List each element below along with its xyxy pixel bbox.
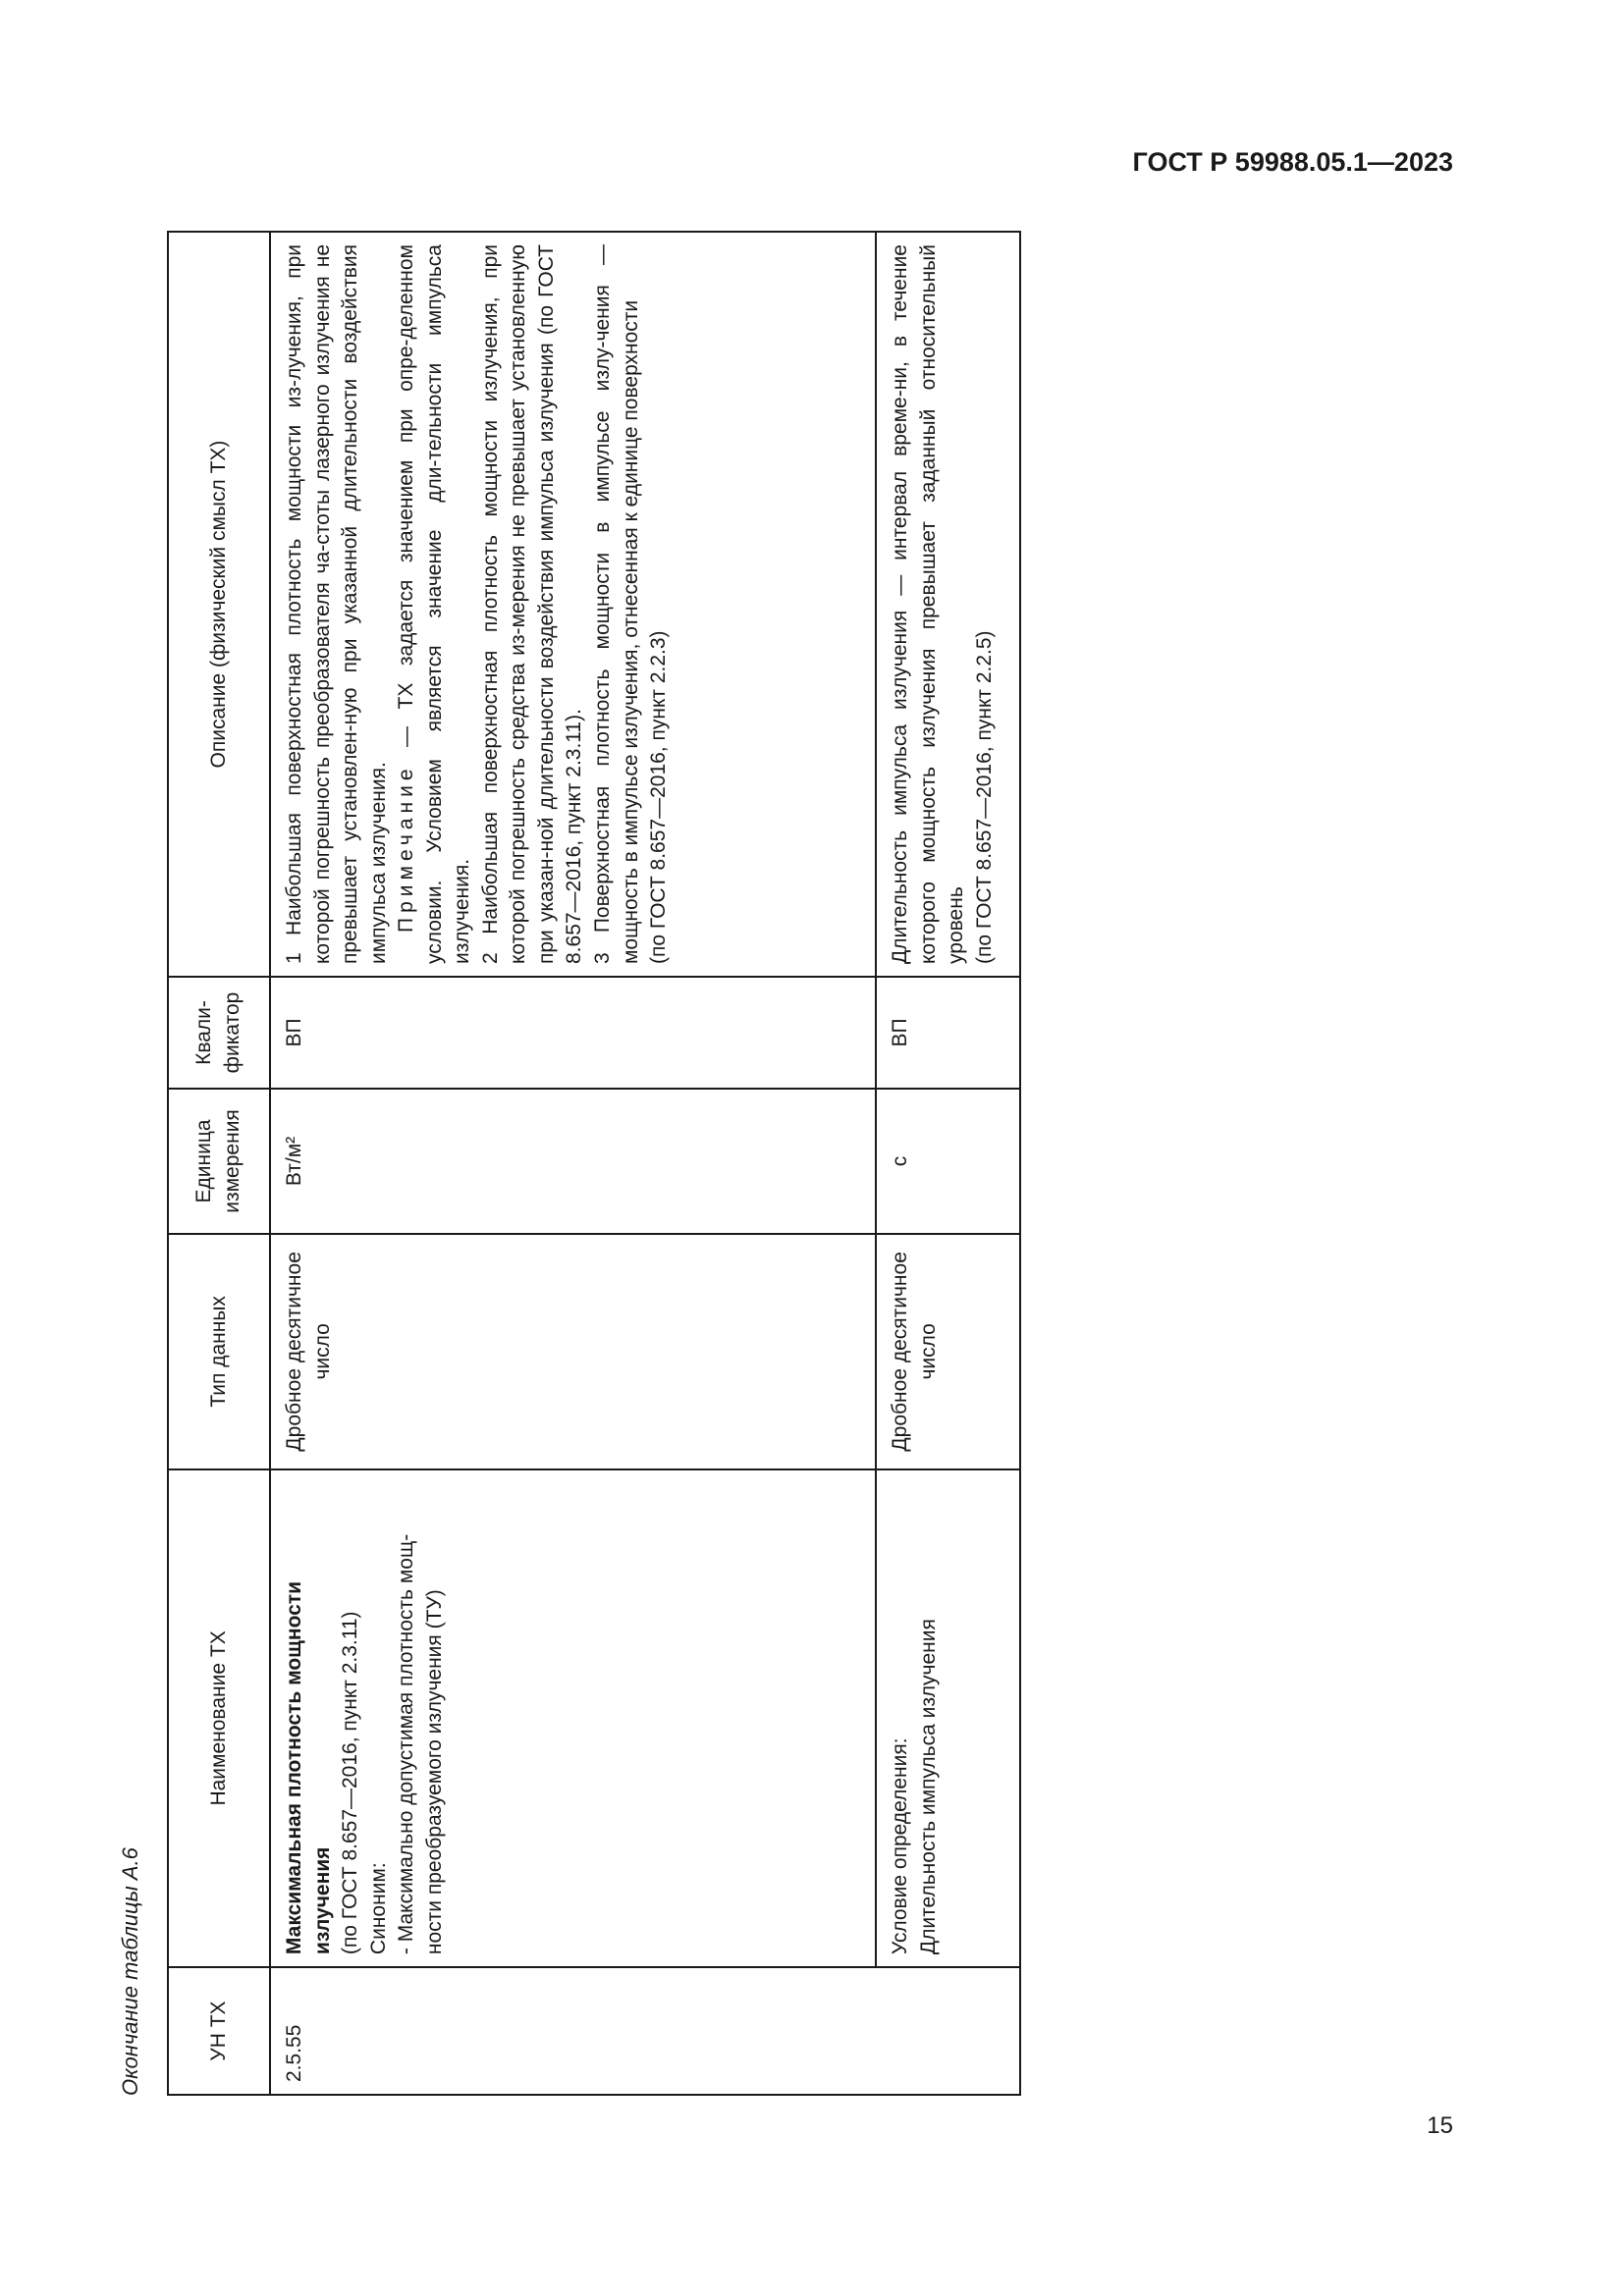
table-header-row (168, 232, 270, 2095)
cell-unit: Вт/м² (270, 1089, 876, 1234)
cell-name (270, 1469, 876, 1967)
synonym-label: Синоним: (366, 1862, 390, 1955)
description-item-3-reference: (по ГОСТ 8.657—2016, пункт 2.2.3) (647, 630, 671, 964)
description-item-2: 2 Наибольшая поверхностная плотность мощности излучения, при которой погрешность средства из-мерения не превышает установленную при указан-ной длительности воздействия импульса излучения (по ГОСТ 8.657—2016, пункт 2.3.11). (478, 244, 586, 964)
note-text: — ТХ задается значением при опре-деленном условии. Условием является значение дли-тельности импульса излучения. (395, 244, 474, 964)
cell-description (270, 232, 876, 977)
characteristic-name: Максимальная плотность мощности излучения (283, 1581, 334, 1955)
name-reference: (по ГОСТ 8.657—2016, пункт 2.3.11) (339, 1611, 362, 1955)
cell-code-empty (876, 1967, 1020, 2095)
description-reference: (по ГОСТ 8.657—2016, пункт 2.2.5) (972, 630, 996, 964)
description-item-1: 1 Наибольшая поверхностная плотность мощности из-лучения, при которой погрешность преобразователя ча-стоты лазерного излучения не превышает установлен-ную при указанной длительности воздействия импульса излучения. (283, 244, 390, 964)
cell-qualifier: ВП (270, 977, 876, 1089)
note-heading: Примечание (395, 764, 418, 933)
description-text: Длительность импульса излучения — интервал време-ни, в течение которого мощность излучения превышает заданный относительный уровень (889, 244, 968, 964)
col-header-datatype: Тип данных (168, 1234, 270, 1469)
cell-name (876, 1469, 1020, 1967)
synonym-text: - Максимально допустимая плотность мощ-ности преобразуемого излучения (ТУ) (395, 1533, 446, 1955)
col-header-qualifier: Квали-фикатор (168, 977, 270, 1089)
standard-designation: ГОСТ Р 59988.05.1—2023 (1132, 147, 1453, 177)
page-number: 15 (1427, 2112, 1453, 2139)
cell-description (876, 232, 1020, 977)
table-row (270, 232, 876, 2095)
cell-code: 2.5.55 (270, 1967, 876, 2095)
cell-datatype: Дробное десятичное число (876, 1234, 1020, 1469)
col-header-unit: Единица измерения (168, 1089, 270, 1234)
col-header-description: Описание (физический смысл ТХ) (168, 232, 270, 977)
condition-text: Длительность импульса излучения (916, 1619, 940, 1955)
rotated-table-block (108, 231, 1051, 2096)
table-caption: Окончание таблицы А.6 (118, 1847, 142, 2096)
cell-datatype: Дробное десятичное число (270, 1234, 876, 1469)
col-header-code: УН ТХ (168, 1967, 270, 2095)
cell-unit: с (876, 1089, 1020, 1234)
description-item-3: 3 Поверхностная плотность мощности в импульсе излу-чения — мощность в импульсе излучения, отнесенная к единице поверхности (591, 244, 642, 964)
table-row (876, 232, 1020, 2095)
characteristics-table (167, 231, 1021, 2096)
condition-label: Условие определения: (889, 1737, 911, 1955)
cell-qualifier: ВП (876, 977, 1020, 1089)
description-note (393, 244, 477, 964)
col-header-name: Наименование ТХ (168, 1469, 270, 1967)
